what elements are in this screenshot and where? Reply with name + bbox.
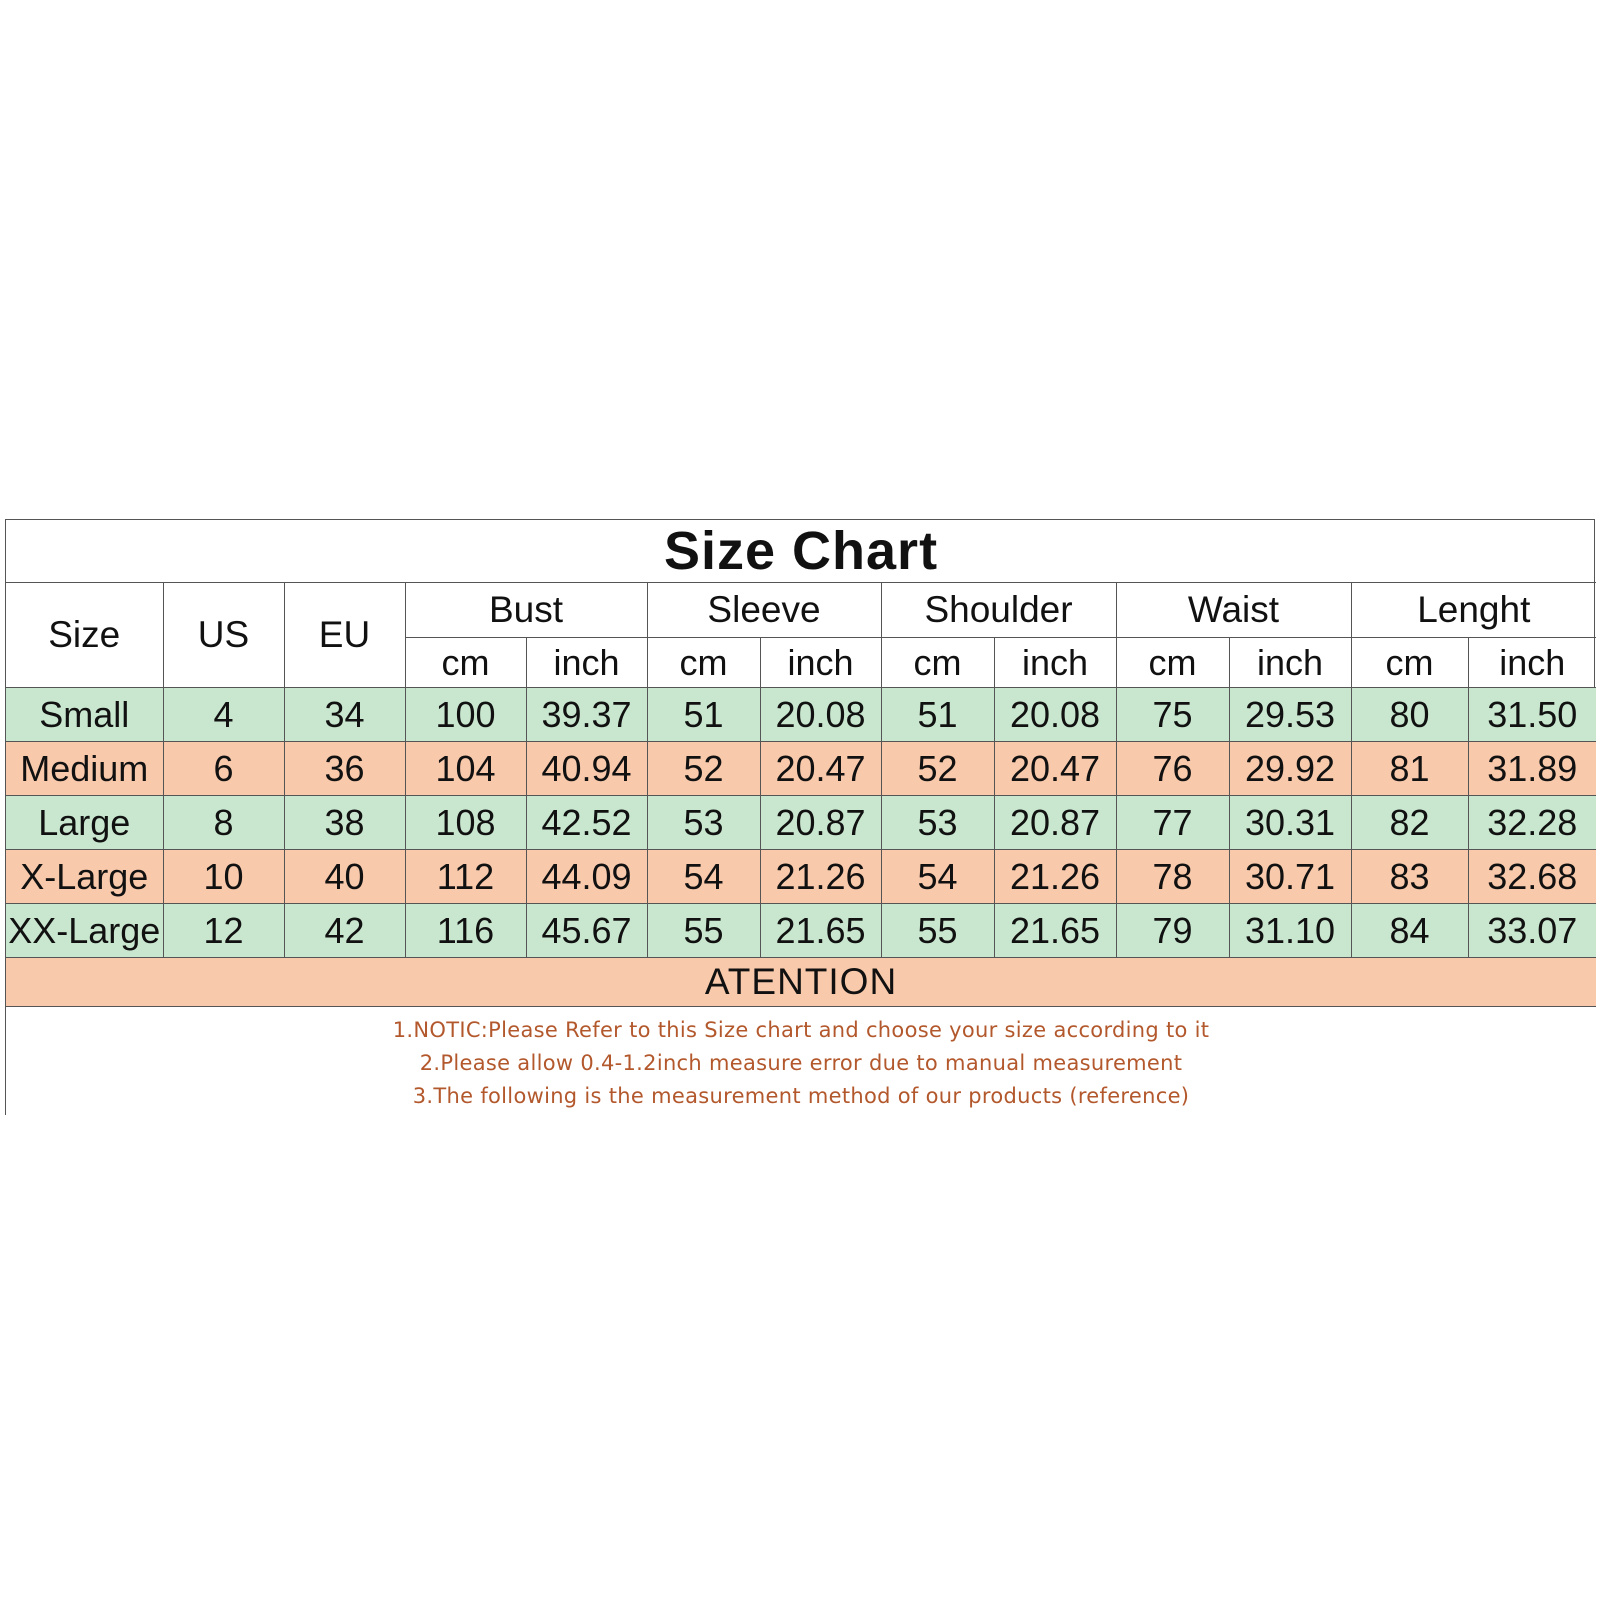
size-chart-table: [6, 520, 1596, 1120]
cell-shoulder-cm: 54: [881, 850, 994, 904]
cell-bust-cm: 104: [405, 742, 526, 796]
cell-length-inch: 31.50: [1468, 688, 1596, 742]
title-row: [6, 520, 1596, 583]
unit-shoulder-cm: cm: [881, 638, 994, 688]
cell-shoulder-inch: 20.08: [994, 688, 1116, 742]
header-size: Size: [6, 583, 163, 688]
note-line: 1.NOTIC:Please Refer to this Size chart and choose your size according to it: [392, 1018, 1210, 1042]
unit-bust-inch: inch: [526, 638, 647, 688]
cell-waist-cm: 77: [1116, 796, 1229, 850]
cell-waist-cm: 78: [1116, 850, 1229, 904]
cell-sleeve-cm: 55: [647, 904, 760, 958]
header-shoulder: Shoulder: [881, 583, 1116, 638]
cell-shoulder-inch: 21.65: [994, 904, 1116, 958]
cell-shoulder-inch: 21.26: [994, 850, 1116, 904]
notes-cell: [6, 1007, 1596, 1121]
cell-size: Large: [6, 796, 163, 850]
cell-bust-cm: 108: [405, 796, 526, 850]
cell-waist-inch: 29.92: [1229, 742, 1351, 796]
header-waist: Waist: [1116, 583, 1351, 638]
cell-size: Medium: [6, 742, 163, 796]
cell-eu: 42: [284, 904, 405, 958]
note-line: 2.Please allow 0.4-1.2inch measure error due to manual measurement: [419, 1051, 1183, 1075]
cell-shoulder-cm: 55: [881, 904, 994, 958]
cell-us: 6: [163, 742, 284, 796]
table-row: [6, 904, 1596, 958]
cell-shoulder-cm: 52: [881, 742, 994, 796]
table-row: [6, 742, 1596, 796]
cell-length-cm: 82: [1351, 796, 1468, 850]
unit-waist-cm: cm: [1116, 638, 1229, 688]
cell-shoulder-inch: 20.47: [994, 742, 1116, 796]
cell-sleeve-inch: 21.65: [760, 904, 881, 958]
cell-length-cm: 83: [1351, 850, 1468, 904]
cell-waist-inch: 31.10: [1229, 904, 1351, 958]
cell-length-cm: 81: [1351, 742, 1468, 796]
cell-eu: 34: [284, 688, 405, 742]
cell-shoulder-cm: 51: [881, 688, 994, 742]
cell-waist-inch: 30.31: [1229, 796, 1351, 850]
attention-heading: ATENTION: [6, 958, 1596, 1007]
header-us: US: [163, 583, 284, 688]
cell-bust-cm: 112: [405, 850, 526, 904]
unit-sleeve-cm: cm: [647, 638, 760, 688]
cell-shoulder-inch: 20.87: [994, 796, 1116, 850]
table-row: [6, 850, 1596, 904]
cell-sleeve-inch: 20.08: [760, 688, 881, 742]
cell-eu: 40: [284, 850, 405, 904]
header-bust: Bust: [405, 583, 647, 638]
cell-sleeve-inch: 20.87: [760, 796, 881, 850]
cell-bust-inch: 42.52: [526, 796, 647, 850]
cell-bust-cm: 116: [405, 904, 526, 958]
table-row: [6, 796, 1596, 850]
cell-waist-cm: 75: [1116, 688, 1229, 742]
cell-bust-inch: 44.09: [526, 850, 647, 904]
note-line: 3.The following is the measurement method of our products (reference): [412, 1084, 1190, 1108]
cell-length-cm: 80: [1351, 688, 1468, 742]
cell-us: 10: [163, 850, 284, 904]
notes-row: [6, 1007, 1596, 1121]
cell-sleeve-cm: 53: [647, 796, 760, 850]
size-chart: [5, 519, 1595, 1115]
unit-sleeve-inch: inch: [760, 638, 881, 688]
cell-waist-cm: 76: [1116, 742, 1229, 796]
cell-sleeve-cm: 51: [647, 688, 760, 742]
cell-bust-inch: 45.67: [526, 904, 647, 958]
attention-row: [6, 958, 1596, 1007]
header-length: Lenght: [1351, 583, 1596, 638]
cell-length-inch: 31.89: [1468, 742, 1596, 796]
cell-size: X-Large: [6, 850, 163, 904]
unit-length-inch: inch: [1468, 638, 1596, 688]
cell-sleeve-inch: 20.47: [760, 742, 881, 796]
cell-waist-inch: 30.71: [1229, 850, 1351, 904]
header-eu: EU: [284, 583, 405, 688]
cell-sleeve-inch: 21.26: [760, 850, 881, 904]
cell-length-inch: 32.68: [1468, 850, 1596, 904]
chart-title: Size Chart: [6, 520, 1596, 583]
cell-bust-inch: 39.37: [526, 688, 647, 742]
cell-us: 12: [163, 904, 284, 958]
unit-waist-inch: inch: [1229, 638, 1351, 688]
header-sleeve: Sleeve: [647, 583, 881, 638]
cell-us: 4: [163, 688, 284, 742]
cell-waist-inch: 29.53: [1229, 688, 1351, 742]
cell-eu: 36: [284, 742, 405, 796]
cell-sleeve-cm: 54: [647, 850, 760, 904]
cell-shoulder-cm: 53: [881, 796, 994, 850]
cell-us: 8: [163, 796, 284, 850]
unit-bust-cm: cm: [405, 638, 526, 688]
cell-length-inch: 33.07: [1468, 904, 1596, 958]
cell-eu: 38: [284, 796, 405, 850]
unit-shoulder-inch: inch: [994, 638, 1116, 688]
table-row: [6, 688, 1596, 742]
cell-size: XX-Large: [6, 904, 163, 958]
cell-size: Small: [6, 688, 163, 742]
cell-bust-cm: 100: [405, 688, 526, 742]
cell-length-inch: 32.28: [1468, 796, 1596, 850]
cell-waist-cm: 79: [1116, 904, 1229, 958]
cell-sleeve-cm: 52: [647, 742, 760, 796]
unit-length-cm: cm: [1351, 638, 1468, 688]
cell-length-cm: 84: [1351, 904, 1468, 958]
header-group-row: [6, 583, 1596, 638]
cell-bust-inch: 40.94: [526, 742, 647, 796]
